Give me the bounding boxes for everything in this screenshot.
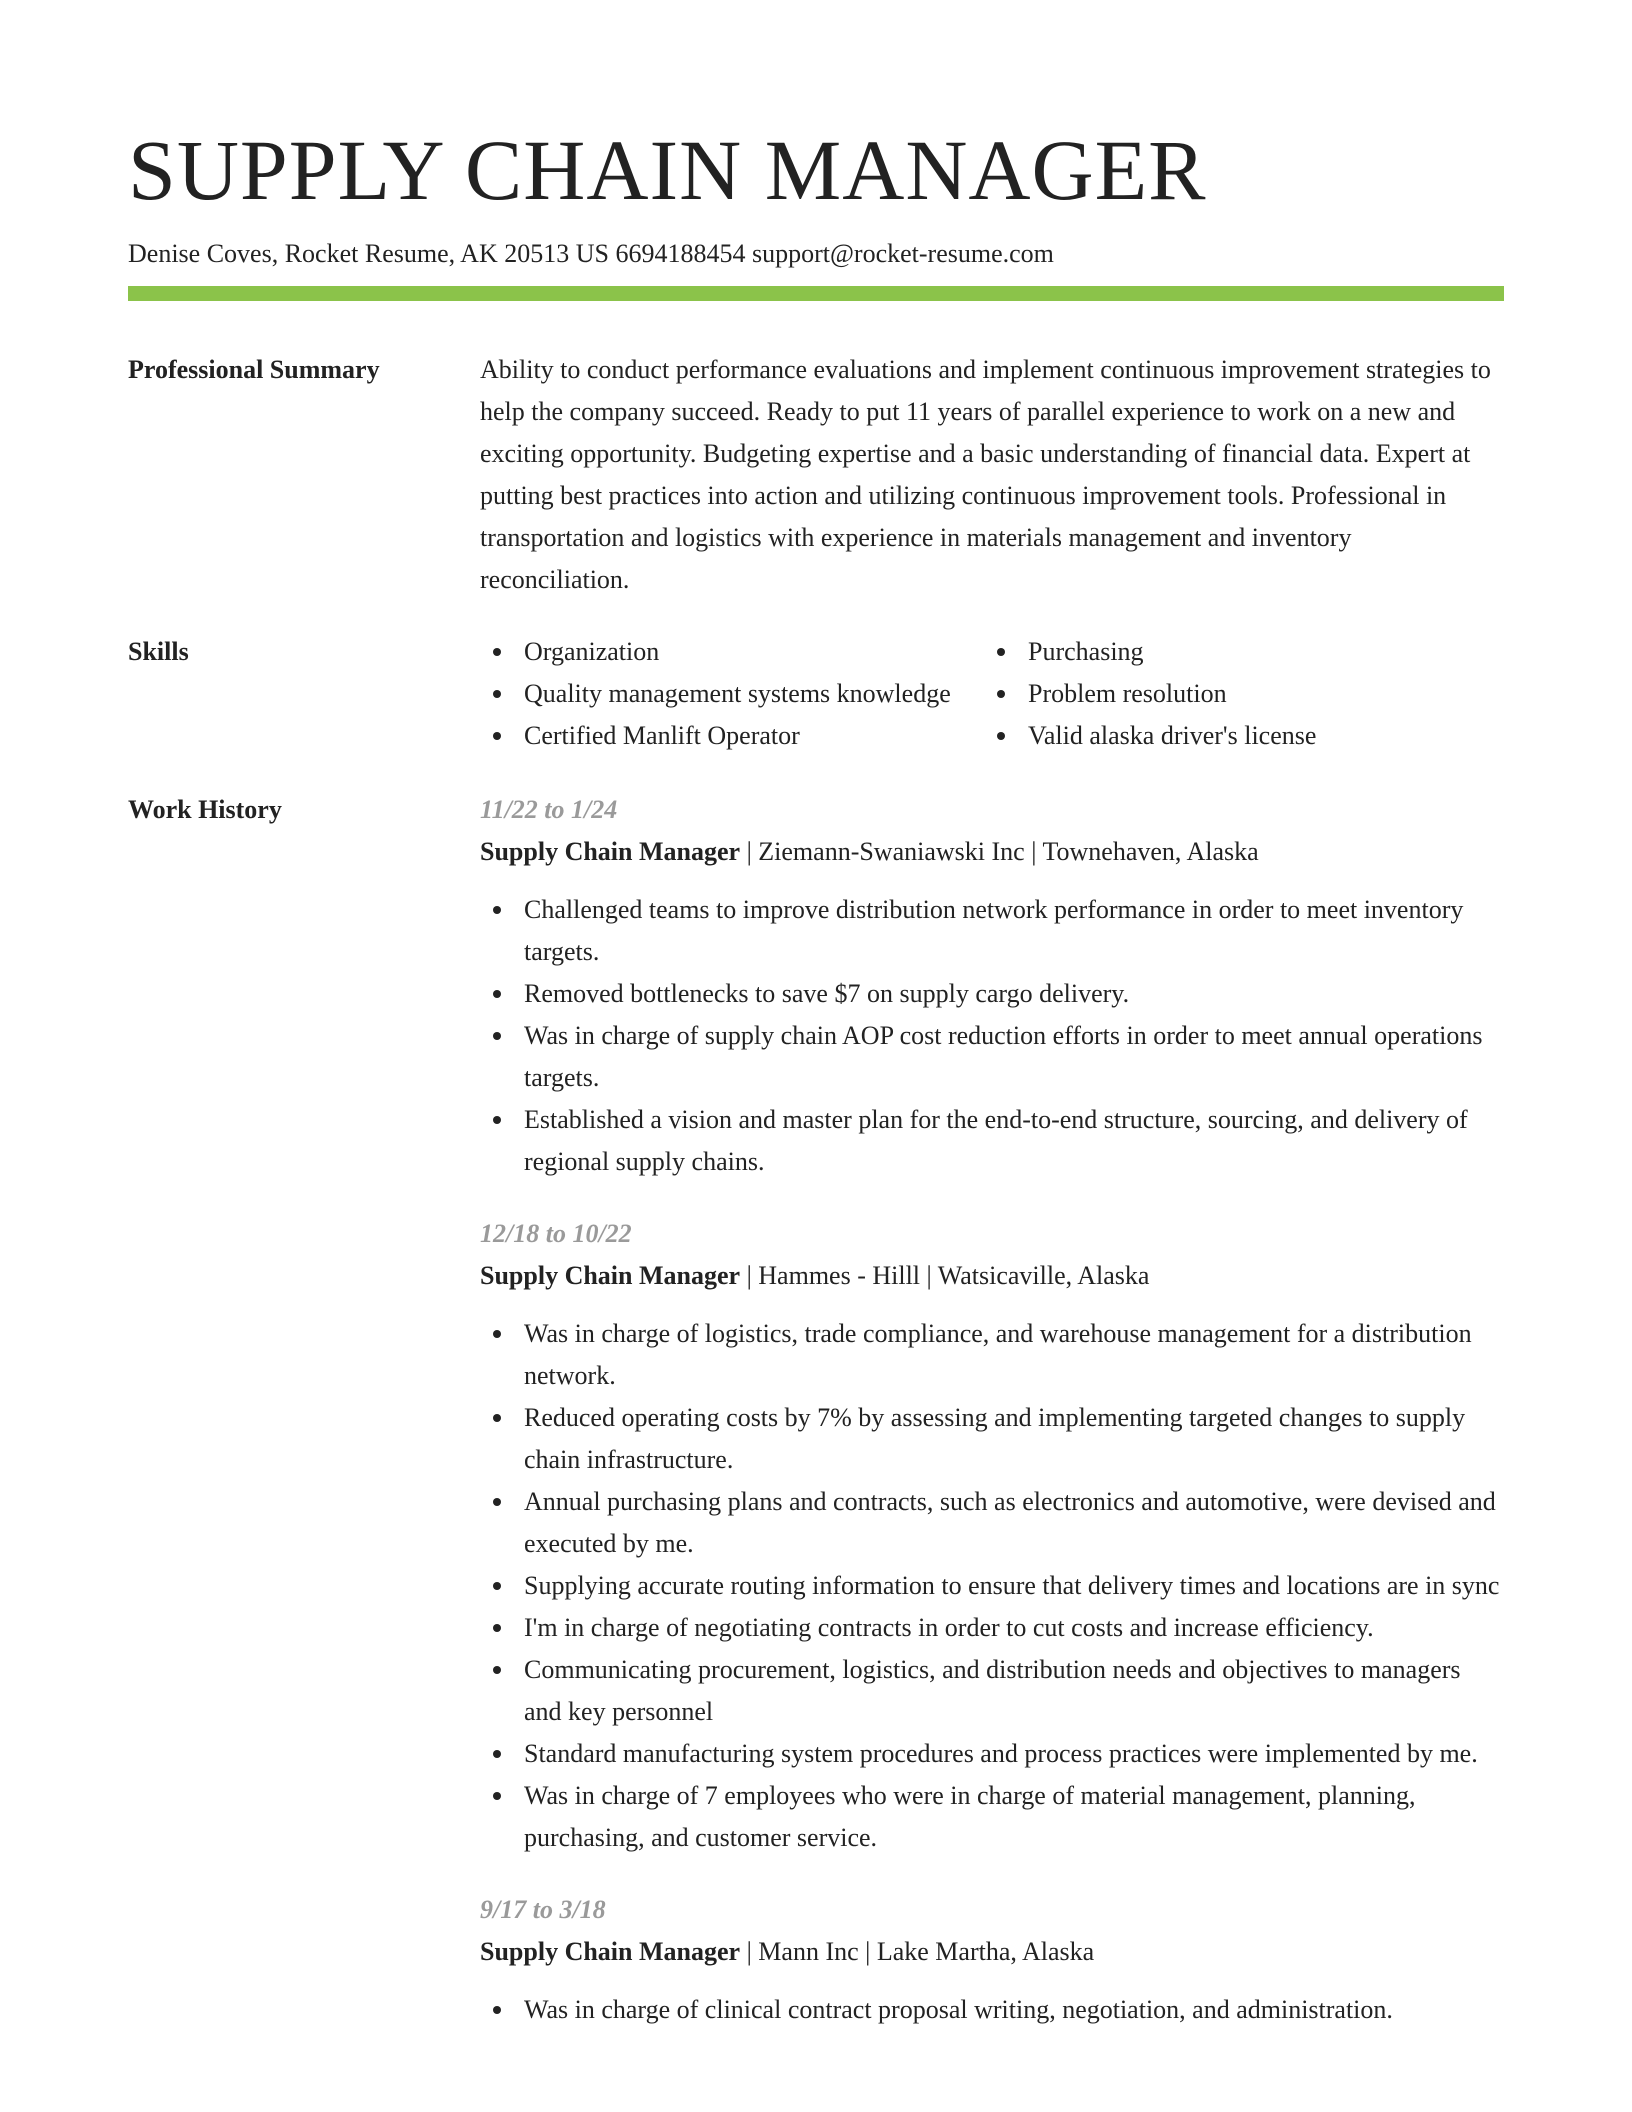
work-history-label: Work History [128,795,282,824]
skill-item: Certified Manlift Operator [480,715,984,757]
job-bullet: Standard manufacturing system procedures and process practices were implemented by me. [480,1733,1504,1775]
skill-item: Organization [480,631,984,673]
skill-item: Purchasing [984,631,1504,673]
summary-label: Professional Summary [128,355,380,384]
job-bullet: Was in charge of 7 employees who were in charge of material management, planning, purchasing, and customer service. [480,1775,1504,1859]
job-details: | Ziemann-Swaniawski Inc | Townehaven, Alaska [740,837,1259,866]
contact-line [128,238,1504,270]
resume-title: SUPPLY CHAIN MANAGER [128,122,1207,218]
job-bullets [480,1313,1504,1859]
job-title: Supply Chain Manager [480,837,741,866]
job-heading [480,831,1504,873]
skills-section [128,631,1504,757]
job-bullet: I'm in charge of negotiating contracts in order to cut costs and increase efficiency. [480,1607,1504,1649]
contact-name: Denise Coves, [128,239,279,268]
job-bullet: Was in charge of logistics, trade compliance, and warehouse management for a distribution network. [480,1313,1504,1397]
job-dates: 11/22 to 1/24 [480,795,618,824]
job-bullet: Challenged teams to improve distribution network performance in order to meet inventory targets. [480,889,1504,973]
job-bullets [480,1989,1504,2031]
skill-item: Quality management systems knowledge [480,673,984,715]
contact-address: Rocket Resume, AK 20513 US [284,239,609,268]
job-heading [480,1931,1504,1973]
job-title: Supply Chain Manager [480,1261,741,1290]
job-bullet: Annual purchasing plans and contracts, such as electronics and automotive, were devised and executed by me. [480,1481,1504,1565]
skills-list-right [984,631,1504,757]
job-entry [480,1889,1504,2031]
skills-label: Skills [128,637,189,666]
job-bullet: Supplying accurate routing information to ensure that delivery times and locations are in sync [480,1565,1504,1607]
job-bullet: Reduced operating costs by 7% by assessing and implementing targeted changes to supply chain infrastructure. [480,1397,1504,1481]
job-bullet: Was in charge of supply chain AOP cost reduction efforts in order to meet annual operations targets. [480,1015,1504,1099]
job-details: | Hammes - Hilll | Watsicaville, Alaska [740,1261,1150,1290]
job-bullets [480,889,1504,1183]
job-details: | Mann Inc | Lake Martha, Alaska [740,1937,1095,1966]
work-history-body [480,789,1504,2061]
job-dates: 9/17 to 3/18 [480,1895,606,1924]
summary-body [480,349,1504,601]
job-entry [480,1213,1504,1859]
summary-text: Ability to conduct performance evaluations and implement continuous improvement strategies to help the company succeed. Ready to put 11 years of parallel experience to work on a new and exciting opportunity. Budgeting expertise and a basic understanding of financial data. Expert at putting best practices into action and utilizing continuous improvement tools. Professional in transportation and logistics with experience in materials management and inventory reconciliation. [480,355,1491,594]
job-bullet: Communicating procurement, logistics, and distribution needs and objectives to managers and key personnel [480,1649,1504,1733]
skill-item: Valid alaska driver's license [984,715,1504,757]
job-entry [480,789,1504,1183]
summary-section [128,349,1504,601]
skill-item: Problem resolution [984,673,1504,715]
job-title: Supply Chain Manager [480,1937,741,1966]
header-divider [128,286,1504,301]
job-heading [480,1255,1504,1297]
job-dates: 12/18 to 10/22 [480,1219,632,1248]
job-bullet: Established a vision and master plan for the end-to-end structure, sourcing, and delivery of regional supply chains. [480,1099,1504,1183]
skills-grid [480,631,1504,757]
skills-list-left [480,631,984,757]
job-bullet: Removed bottlenecks to save $7 on supply cargo delivery. [480,973,1504,1015]
work-history-section [128,789,1504,2061]
resume-header [128,120,1504,270]
contact-email: support@rocket-resume.com [751,239,1054,268]
contact-phone: 6694188454 [615,239,746,268]
skills-body [480,631,1504,757]
job-bullet: Was in charge of clinical contract proposal writing, negotiation, and administration. [480,1989,1504,2031]
